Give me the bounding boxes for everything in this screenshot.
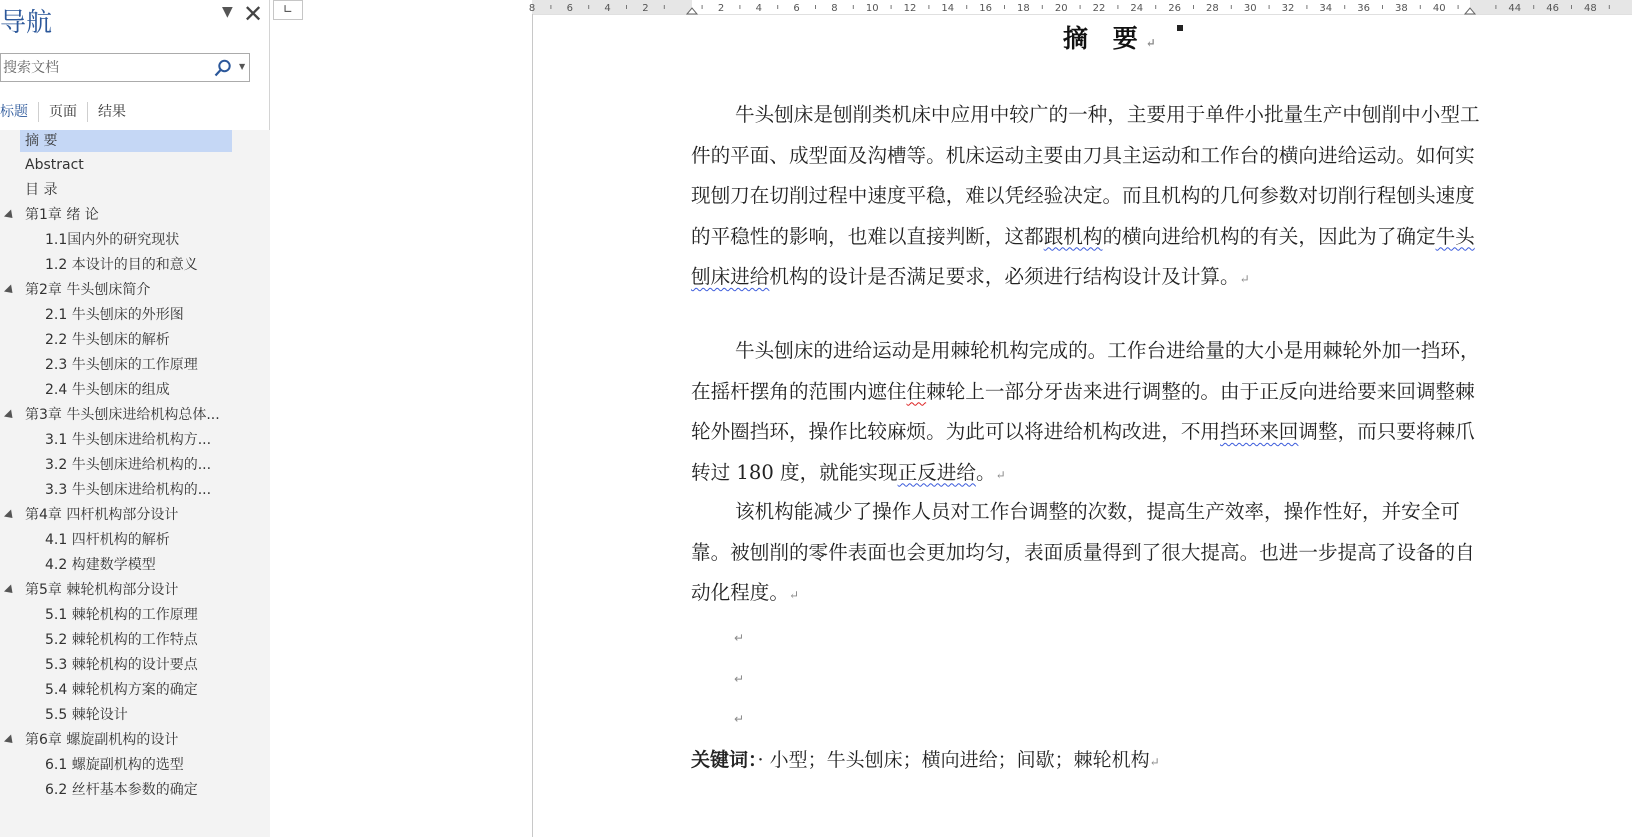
nav-heading-level2[interactable] xyxy=(40,429,211,451)
collapse-triangle-icon[interactable] xyxy=(4,584,16,596)
nav-heading-level2[interactable] xyxy=(40,454,211,476)
nav-heading-level1[interactable] xyxy=(20,130,232,152)
nav-heading-label: 5.4 棘轮机构方案的确定 xyxy=(45,682,198,698)
nav-heading-level2[interactable] xyxy=(40,354,198,376)
nav-heading-level1[interactable] xyxy=(20,279,150,301)
p2-grammar-flag-2[interactable]: 正反进给 xyxy=(897,460,976,484)
paragraph-mark-bullet xyxy=(1177,25,1183,31)
nav-heading-label: 3.3 牛头刨床进给机构的... xyxy=(45,482,212,498)
nav-heading-label: Abstract xyxy=(25,157,84,173)
ruler-tick-label: 26 xyxy=(1168,3,1181,14)
nav-heading-label: 第1章 绪 论 xyxy=(25,207,99,223)
p1-text-c: 的横向进给机构的有关，因此为了确定 xyxy=(1102,224,1436,248)
ruler-tick-label: 14 xyxy=(941,3,955,14)
nav-heading-label: 2.3 牛头刨床的工作原理 xyxy=(45,357,198,373)
return-mark: ↵ xyxy=(1239,272,1250,286)
ruler-tick-label: 10 xyxy=(865,3,879,14)
ruler-tick-label: 2 xyxy=(642,3,649,14)
nav-heading-level1[interactable] xyxy=(20,729,178,751)
nav-heading-label: 第6章 螺旋副机构的设计 xyxy=(25,732,179,748)
p2-text-e: 调整，而只要将棘爪转过 180 度，就能实现 xyxy=(691,420,1475,484)
tab-results[interactable]: 结果 xyxy=(98,104,126,120)
nav-heading-label: 目 录 xyxy=(25,182,58,198)
ruler-tick-label: 22 xyxy=(1092,3,1106,14)
p3-text: 该机构能减少了操作人员对工作台调整的次数，提高生产效率，操作性好，并安全可靠。被刨削的零件表面也会更加均匀，表面质量得到了很大提高。也进一步提高了设备的自动化程度。 xyxy=(691,500,1475,604)
return-mark: ↵ xyxy=(1145,36,1164,50)
nav-heading-label: 6.2 丝杆基本参数的确定 xyxy=(45,782,198,798)
ruler-tick-label: 46 xyxy=(1546,3,1559,14)
collapse-triangle-icon[interactable] xyxy=(4,409,16,421)
nav-heading-level1[interactable] xyxy=(20,179,57,201)
empty-paragraph-mark: ↵ xyxy=(734,712,745,726)
nav-heading-label: 3.1 牛头刨床进给机构方... xyxy=(45,432,212,448)
nav-heading-label: 5.3 棘轮机构的设计要点 xyxy=(45,657,198,673)
empty-paragraph-mark: ↵ xyxy=(734,672,745,686)
headings-list xyxy=(0,130,270,837)
ruler-tick-label: 40 xyxy=(1432,3,1446,14)
tab-pages[interactable]: 页面 xyxy=(49,104,77,120)
paragraph-2[interactable] xyxy=(691,331,1491,495)
nav-heading-level2[interactable] xyxy=(40,654,198,676)
nav-pane-title: 导航 xyxy=(0,8,53,38)
nav-options-dropdown-icon[interactable]: ▼ xyxy=(222,4,233,20)
horizontal-ruler[interactable] xyxy=(528,0,1632,15)
ruler-tick-label: 6 xyxy=(793,3,800,14)
collapse-triangle-icon[interactable] xyxy=(4,509,16,521)
nav-heading-level2[interactable] xyxy=(40,754,184,776)
nav-heading-label: 5.5 棘轮设计 xyxy=(45,707,128,723)
tab-headings[interactable]: 标题 xyxy=(0,104,28,120)
p2-text-g: 。 xyxy=(975,460,996,484)
keywords-text: · 小型；牛头刨床；横向进给；间歇；棘轮机构 xyxy=(757,749,1150,771)
ruler-tick-label: 4 xyxy=(755,3,762,14)
nav-heading-level2[interactable] xyxy=(40,379,170,401)
nav-heading-level2[interactable] xyxy=(40,529,170,551)
nav-heading-label: 1.2 本设计的目的和意义 xyxy=(45,257,198,273)
ruler-tick-label: 18 xyxy=(1017,3,1030,14)
nav-heading-level2[interactable] xyxy=(40,679,198,701)
ruler-tick-label: 28 xyxy=(1206,3,1219,14)
nav-heading-label: 4.2 构建数学模型 xyxy=(45,557,156,573)
collapse-triangle-icon[interactable] xyxy=(4,734,16,746)
nav-heading-label: 5.2 棘轮机构的工作特点 xyxy=(45,632,198,648)
ruler-tick-label: 8 xyxy=(831,3,838,14)
p2-text-a: 牛头刨床的进给运动是用棘轮机构完成的。工作台进给量的大小是用棘轮外加一挡环，在摇杆摆角的范围内遮住 xyxy=(691,339,1480,403)
ruler-tick-label: 48 xyxy=(1584,3,1597,14)
p1-grammar-flag[interactable]: 跟机构 xyxy=(1043,224,1103,248)
paragraph-1[interactable] xyxy=(691,95,1491,300)
page-title xyxy=(1063,19,1164,55)
ruler-tick-label: 32 xyxy=(1281,3,1295,14)
keywords-line[interactable] xyxy=(691,745,1160,772)
p1-grammar-flag-2[interactable]: 牛头刨床进给 xyxy=(691,224,1475,288)
search-dropdown-icon[interactable]: ▼ xyxy=(239,62,246,71)
close-icon[interactable]: ✕ xyxy=(243,0,264,28)
nav-heading-label: 2.2 牛头刨床的解析 xyxy=(45,332,170,348)
title-text: 摘 要 xyxy=(1063,24,1146,53)
ruler-tick-label: 16 xyxy=(979,3,992,14)
search-icon[interactable] xyxy=(214,59,232,77)
nav-heading-label: 3.2 牛头刨床进给机构的... xyxy=(45,457,212,473)
ruler-tick-label: 8 xyxy=(528,3,536,14)
ruler-tick-label: 20 xyxy=(1054,3,1068,14)
nav-tabs xyxy=(0,100,136,126)
nav-heading-label: 1.1国内外的研究现状 xyxy=(45,232,180,248)
ruler-tick-label: 34 xyxy=(1319,3,1333,14)
ruler-tick-label: 4 xyxy=(604,3,611,14)
nav-heading-label: 4.1 四杆机构的解析 xyxy=(45,532,170,548)
p1-text-e: 机构的设计是否满足要求，必须进行结构设计及计算。 xyxy=(769,265,1240,288)
nav-heading-level2[interactable] xyxy=(40,479,211,501)
nav-heading-level2[interactable] xyxy=(40,604,198,626)
nav-heading-level2[interactable] xyxy=(40,704,128,726)
nav-heading-level2[interactable] xyxy=(40,629,198,651)
nav-heading-level2[interactable] xyxy=(40,229,179,251)
nav-heading-label: 2.1 牛头刨床的外形图 xyxy=(45,307,184,323)
ruler-tick-label: 44 xyxy=(1508,3,1522,14)
return-mark: ↵ xyxy=(1149,755,1160,769)
search-box xyxy=(0,53,250,82)
nav-heading-level1[interactable] xyxy=(20,579,178,601)
empty-paragraph-mark: ↵ xyxy=(734,631,745,645)
tab-stop-selector[interactable]: ∟ xyxy=(273,0,303,20)
nav-heading-label: 第3章 牛头刨床进给机构总体... xyxy=(25,407,220,423)
nav-heading-level2[interactable] xyxy=(40,329,170,351)
nav-heading-label: 5.1 棘轮机构的工作原理 xyxy=(45,607,198,623)
return-mark: ↵ xyxy=(995,467,1006,482)
nav-heading-label: 第4章 四杆机构部分设计 xyxy=(25,507,179,523)
nav-heading-level2[interactable] xyxy=(40,554,156,576)
keywords-label: 关键词： xyxy=(691,749,758,771)
nav-heading-level1[interactable] xyxy=(20,404,220,426)
nav-heading-level1[interactable] xyxy=(20,504,178,526)
return-mark: ↵ xyxy=(788,588,800,602)
search-input[interactable] xyxy=(3,57,203,79)
nav-heading-level2[interactable] xyxy=(40,254,198,276)
p2-text-c: 棘轮上一部分牙齿来进行调整的。由于正反向进给要来回调整棘轮外圈挡环，操作比较麻烦。为此可以将进给机构改进，不用 xyxy=(691,379,1475,443)
p1-text-a: 牛头刨床是刨削类机床中应用中较广的一种，主要用于单件小批量生产中刨削中小型工件的平面、成型面及沟槽等。机床运动主要由刀具主运动和工作台的横向进给运动。如何实现刨刀在切削过程中速度平稳，难以凭经验决定。而且机构的几何参数对切削行程刨头速度的平稳性的影响，也难以直接判断，这都 xyxy=(691,103,1480,248)
paragraph-3[interactable] xyxy=(691,492,1491,616)
nav-heading-label: 2.4 牛头刨床的组成 xyxy=(45,382,170,398)
document-left-margin-area xyxy=(270,0,532,837)
document-page[interactable] xyxy=(533,15,1632,837)
nav-heading-label: 摘 要 xyxy=(25,133,58,149)
ruler-tick-label: 38 xyxy=(1395,3,1408,14)
collapse-triangle-icon[interactable] xyxy=(4,284,16,296)
navigation-pane xyxy=(0,0,270,837)
ruler-left-margin xyxy=(532,0,692,14)
ruler-tick-label: 24 xyxy=(1130,3,1144,14)
nav-heading-level2[interactable] xyxy=(40,779,198,801)
nav-heading-label: 第5章 棘轮机构部分设计 xyxy=(25,582,179,598)
p2-grammar-flag[interactable]: 挡环来回 xyxy=(1220,420,1299,443)
ruler-tick-label: 30 xyxy=(1243,3,1257,14)
collapse-triangle-icon[interactable] xyxy=(4,209,16,221)
nav-heading-level1[interactable] xyxy=(20,204,99,226)
p2-spelling-flag[interactable]: 住 xyxy=(906,379,927,403)
nav-heading-level1[interactable] xyxy=(20,154,84,176)
ruler-tick-label: 36 xyxy=(1357,3,1370,14)
nav-heading-level2[interactable] xyxy=(40,304,184,326)
nav-heading-label: 6.1 螺旋副机构的选型 xyxy=(45,757,184,773)
ruler-tick-label: 2 xyxy=(717,3,725,14)
ruler-tick-label: 6 xyxy=(566,3,573,14)
ruler-tick-label: 12 xyxy=(903,3,917,14)
nav-heading-label: 第2章 牛头刨床简介 xyxy=(25,282,151,298)
